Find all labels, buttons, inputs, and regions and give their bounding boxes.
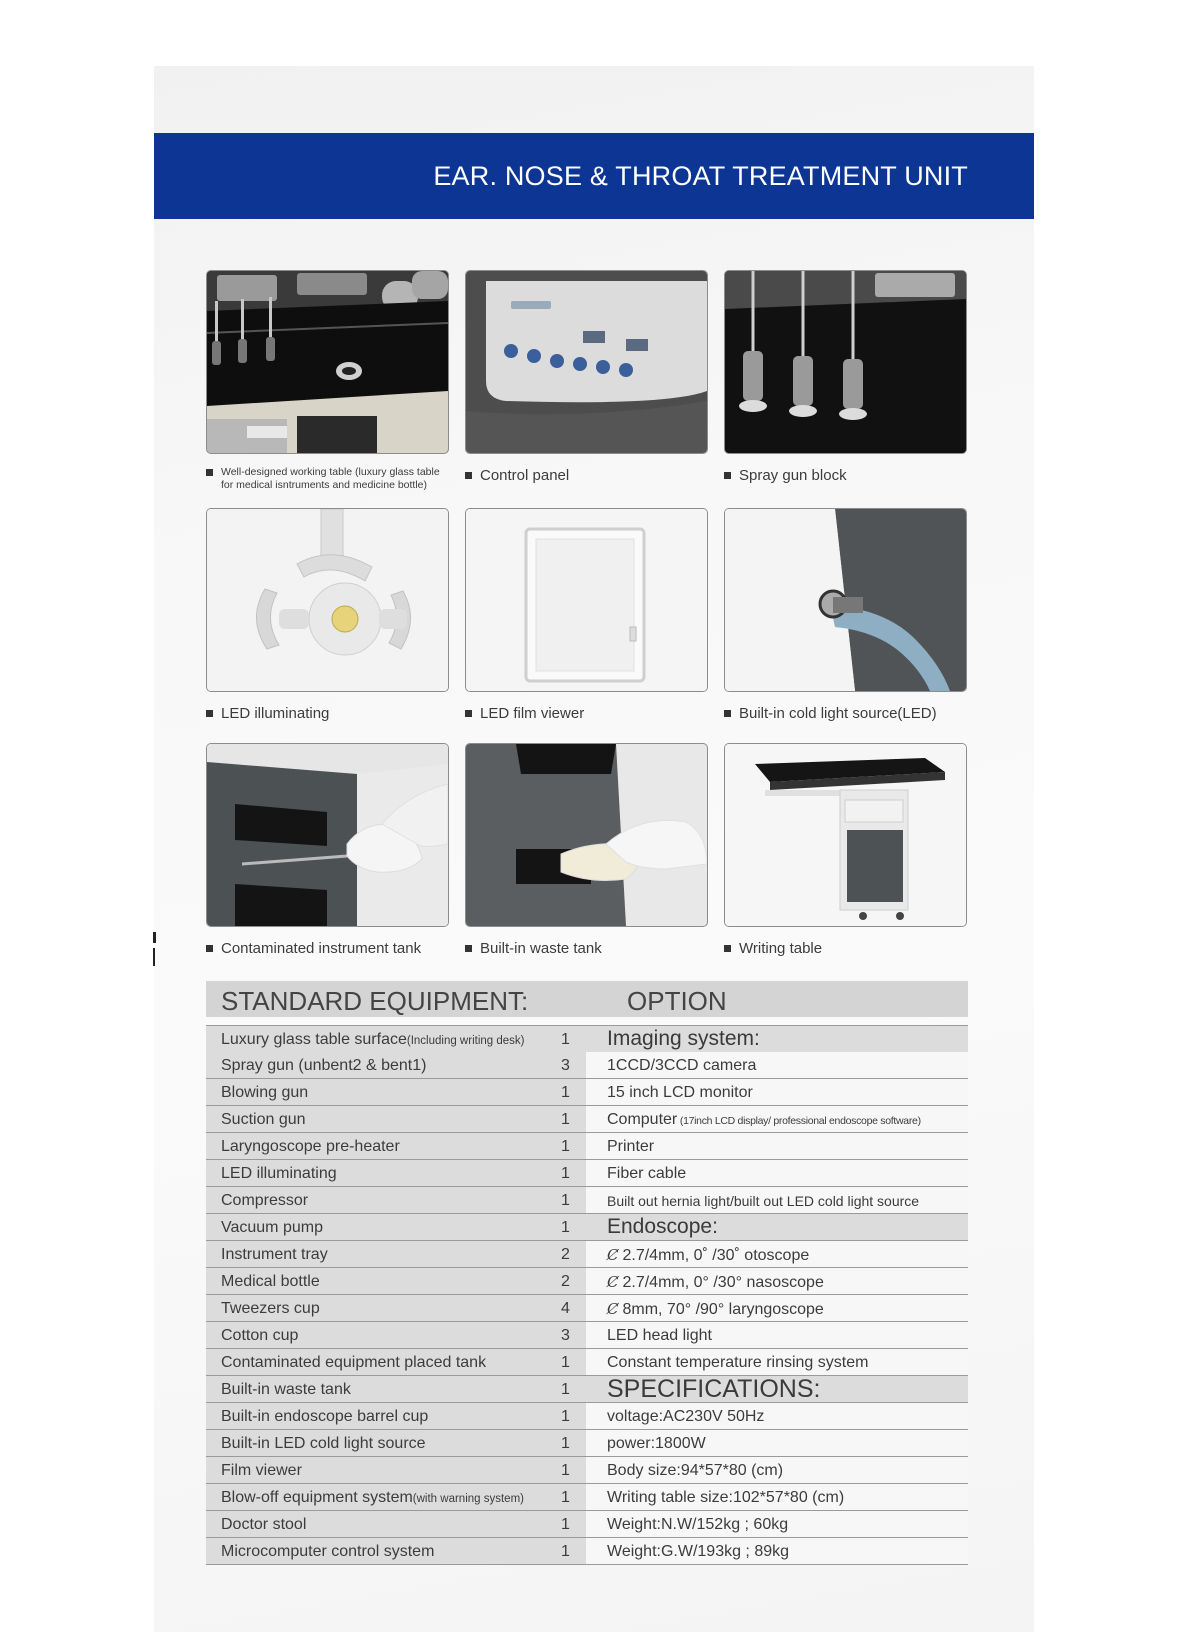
bullet-icon — [724, 472, 731, 479]
diameter-symbol: Ȼ — [607, 1300, 619, 1318]
standard-equipment-cell — [206, 1430, 586, 1456]
option-cell — [586, 1106, 968, 1132]
photo-caption: Control panel — [465, 467, 708, 484]
option-item: LED head light — [607, 1327, 712, 1344]
option-cell — [586, 1026, 968, 1052]
standard-equipment-cell — [206, 1026, 586, 1052]
page-title: EAR. NOSE & THROAT TREATMENT UNIT — [433, 161, 968, 191]
equipment-quantity: 1 — [561, 1192, 570, 1209]
equipment-quantity: 1 — [561, 1219, 570, 1236]
photo-caption — [206, 466, 449, 492]
photo-caption: Spray gun block — [724, 467, 967, 484]
option-item: Fiber cable — [607, 1165, 687, 1182]
bullet-icon — [465, 472, 472, 479]
option-cell — [586, 1160, 968, 1186]
option-item: voltage:AC230V 50Hz — [607, 1408, 765, 1425]
standard-equipment-cell — [206, 1241, 586, 1267]
equipment-quantity: 1 — [561, 1462, 570, 1479]
writing-table-photo — [724, 743, 967, 927]
option-section-heading: SPECIFICATIONS: — [607, 1375, 821, 1403]
table-row — [206, 1484, 968, 1511]
table-row — [206, 1403, 968, 1430]
bullet-icon — [724, 710, 731, 717]
photo-card-led-film-viewer — [465, 508, 708, 722]
equipment-quantity: 2 — [561, 1246, 570, 1263]
option-item: power:1800W — [607, 1435, 706, 1452]
bullet-icon — [206, 469, 213, 476]
standard-equipment-cell — [206, 1268, 586, 1294]
option-heading: OPTION — [627, 986, 727, 1016]
photo-card-cold-light-source — [724, 508, 967, 722]
bullet-icon — [206, 710, 213, 717]
equipment-quantity: 1 — [561, 1543, 570, 1560]
photo-card-working-table — [206, 270, 449, 492]
photo-card-contaminated-tank — [206, 743, 449, 957]
equipment-name: Laryngoscope pre-heater — [221, 1138, 400, 1155]
equipment-quantity: 1 — [561, 1435, 570, 1452]
table-row — [206, 1322, 968, 1349]
equipment-quantity: 1 — [561, 1516, 570, 1533]
table-row — [206, 1430, 968, 1457]
equipment-note: (with warning system) — [412, 1493, 524, 1505]
option-cell — [586, 1511, 968, 1537]
standard-equipment-cell — [206, 1214, 586, 1240]
equipment-quantity: 1 — [561, 1111, 570, 1128]
standard-equipment-cell — [206, 1484, 586, 1510]
standard-equipment-cell — [206, 1538, 586, 1564]
bullet-icon — [465, 710, 472, 717]
equipment-quantity: 3 — [561, 1057, 570, 1074]
option-cell — [586, 1133, 968, 1159]
option-item: Ȼ 8mm, 70° /90° laryngoscope — [607, 1300, 824, 1318]
equipment-name: Built-in endoscope barrel cup — [221, 1408, 429, 1425]
photo-card-writing-table — [724, 743, 967, 957]
equipment-name: Blow-off equipment system(with warning system) — [221, 1489, 524, 1506]
standard-equipment-cell — [206, 1322, 586, 1348]
option-cell — [586, 1484, 968, 1510]
equipment-name: Blowing gun — [221, 1084, 309, 1101]
table-row — [206, 1295, 968, 1322]
option-item: Weight:N.W/152kg ; 60kg — [607, 1516, 789, 1533]
title-banner — [154, 133, 1034, 219]
photo-card-spray-gun-block — [724, 270, 967, 484]
option-cell — [586, 1403, 968, 1429]
standard-equipment-cell — [206, 1511, 586, 1537]
equipment-quantity: 4 — [561, 1300, 570, 1317]
standard-equipment-cell — [206, 1403, 586, 1429]
option-cell — [586, 1430, 968, 1456]
option-cell — [586, 1052, 968, 1078]
working-table-photo — [206, 270, 449, 454]
option-cell — [586, 1349, 968, 1375]
option-item: Built out hernia light/built out LED cold light source — [607, 1193, 920, 1209]
standard-equipment-cell — [206, 1457, 586, 1483]
equipment-name: Microcomputer control system — [221, 1543, 435, 1560]
bullet-icon — [724, 945, 731, 952]
table-row — [206, 1511, 968, 1538]
option-cell — [586, 1538, 968, 1564]
caption-line: for medical isntruments and medicine bottle) — [221, 479, 428, 491]
equipment-name: Spray gun (unbent2 & bent1) — [221, 1057, 427, 1074]
film-viewer-photo — [465, 508, 708, 692]
option-cell — [586, 1295, 968, 1321]
table-row — [206, 1457, 968, 1484]
table-row — [206, 1052, 968, 1079]
table-row — [206, 1349, 968, 1376]
standard-equipment-cell — [206, 1376, 586, 1402]
option-cell — [586, 1241, 968, 1267]
caption-line: Well-designed working table (luxury glass table — [221, 466, 440, 478]
equipment-quantity: 3 — [561, 1327, 570, 1344]
equipment-note: (Including writing desk) — [406, 1035, 525, 1047]
bullet-icon — [465, 945, 472, 952]
standard-equipment-cell — [206, 1079, 586, 1105]
equipment-name: Doctor stool — [221, 1516, 307, 1533]
photo-caption: Built-in waste tank — [465, 940, 708, 957]
instrument-tank-photo — [206, 743, 449, 927]
table-row — [206, 1160, 968, 1187]
standard-equipment-cell — [206, 1349, 586, 1375]
option-section-heading: Imaging system: — [607, 1027, 760, 1050]
spray-gun-block-photo — [724, 270, 967, 454]
equipment-name: Instrument tray — [221, 1246, 328, 1263]
standard-equipment-cell — [206, 1160, 586, 1186]
table-row — [206, 1133, 968, 1160]
equipment-quantity: 2 — [561, 1273, 570, 1290]
photo-caption: Contaminated instrument tank — [206, 940, 449, 957]
photo-card-led-illuminating — [206, 508, 449, 722]
led-lamp-photo — [206, 508, 449, 692]
option-cell — [586, 1187, 968, 1213]
option-cell — [586, 1214, 968, 1240]
option-item: Constant temperature rinsing system — [607, 1354, 869, 1371]
table-row — [206, 1079, 968, 1106]
option-note: (17inch LCD display/ professional endoscope software) — [677, 1115, 921, 1127]
equipment-name: Medical bottle — [221, 1273, 320, 1290]
equipment-name: Built-in waste tank — [221, 1381, 351, 1398]
table-row — [206, 1025, 968, 1052]
equipment-table — [206, 1025, 968, 1565]
equipment-name: LED illuminating — [221, 1165, 337, 1182]
table-header — [206, 981, 968, 1017]
edge-mark — [153, 932, 156, 943]
photo-caption: LED illuminating — [206, 705, 449, 722]
equipment-quantity: 1 — [561, 1138, 570, 1155]
option-item: Writing table size:102*57*80 (cm) — [607, 1489, 845, 1506]
option-item: Computer (17inch LCD display/ professional endoscope software) — [607, 1111, 921, 1128]
cold-light-source-photo — [724, 508, 967, 692]
standard-equipment-cell — [206, 1052, 586, 1078]
waste-tank-photo — [465, 743, 708, 927]
option-cell — [586, 1322, 968, 1348]
standard-equipment-cell — [206, 1295, 586, 1321]
equipment-name: Vacuum pump — [221, 1219, 323, 1236]
equipment-name: Film viewer — [221, 1462, 302, 1479]
equipment-name: Luxury glass table surface(Including writing desk) — [221, 1031, 525, 1048]
standard-equipment-heading: STANDARD EQUIPMENT: — [221, 986, 529, 1016]
option-cell — [586, 1376, 968, 1402]
photo-caption: LED film viewer — [465, 705, 708, 722]
equipment-name: Built-in LED cold light source — [221, 1435, 426, 1452]
equipment-name: Tweezers cup — [221, 1300, 320, 1317]
diameter-symbol: Ȼ — [607, 1246, 619, 1264]
equipment-quantity: 1 — [561, 1031, 570, 1048]
option-cell — [586, 1079, 968, 1105]
edge-mark — [153, 948, 155, 966]
equipment-name: Cotton cup — [221, 1327, 299, 1344]
standard-equipment-cell — [206, 1133, 586, 1159]
equipment-quantity: 1 — [561, 1489, 570, 1506]
equipment-quantity: 1 — [561, 1165, 570, 1182]
option-item: Weight:G.W/193kg ; 89kg — [607, 1543, 790, 1560]
option-cell — [586, 1268, 968, 1294]
option-item: 15 inch LCD monitor — [607, 1084, 753, 1101]
standard-equipment-cell — [206, 1106, 586, 1132]
option-item: Printer — [607, 1138, 655, 1155]
equipment-quantity: 1 — [561, 1381, 570, 1398]
option-item: Ȼ 2.7/4mm, 0° /30° nasoscope — [607, 1273, 824, 1291]
table-row — [206, 1106, 968, 1133]
option-item: Body size:94*57*80 (cm) — [607, 1462, 784, 1479]
equipment-name: Compressor — [221, 1192, 309, 1209]
table-row — [206, 1376, 968, 1403]
equipment-quantity: 1 — [561, 1084, 570, 1101]
equipment-name: Suction gun — [221, 1111, 306, 1128]
equipment-quantity: 1 — [561, 1354, 570, 1371]
table-row — [206, 1538, 968, 1565]
option-section-heading: Endoscope: — [607, 1215, 718, 1238]
table-row — [206, 1268, 968, 1295]
standard-equipment-cell — [206, 1187, 586, 1213]
diameter-symbol: Ȼ — [607, 1273, 619, 1291]
equipment-quantity: 1 — [561, 1408, 570, 1425]
photo-caption: Writing table — [724, 940, 967, 957]
photo-caption: Built-in cold light source(LED) — [724, 705, 967, 722]
table-row — [206, 1214, 968, 1241]
option-item: 1CCD/3CCD camera — [607, 1057, 757, 1074]
equipment-name: Contaminated equipment placed tank — [221, 1354, 487, 1371]
table-row — [206, 1241, 968, 1268]
option-item: Ȼ 2.7/4mm, 0˚ /30˚ otoscope — [607, 1246, 810, 1264]
table-row — [206, 1187, 968, 1214]
photo-card-control-panel — [465, 270, 708, 484]
bullet-icon — [206, 945, 213, 952]
control-panel-photo — [465, 270, 708, 454]
photo-card-waste-tank — [465, 743, 708, 957]
option-cell — [586, 1457, 968, 1483]
